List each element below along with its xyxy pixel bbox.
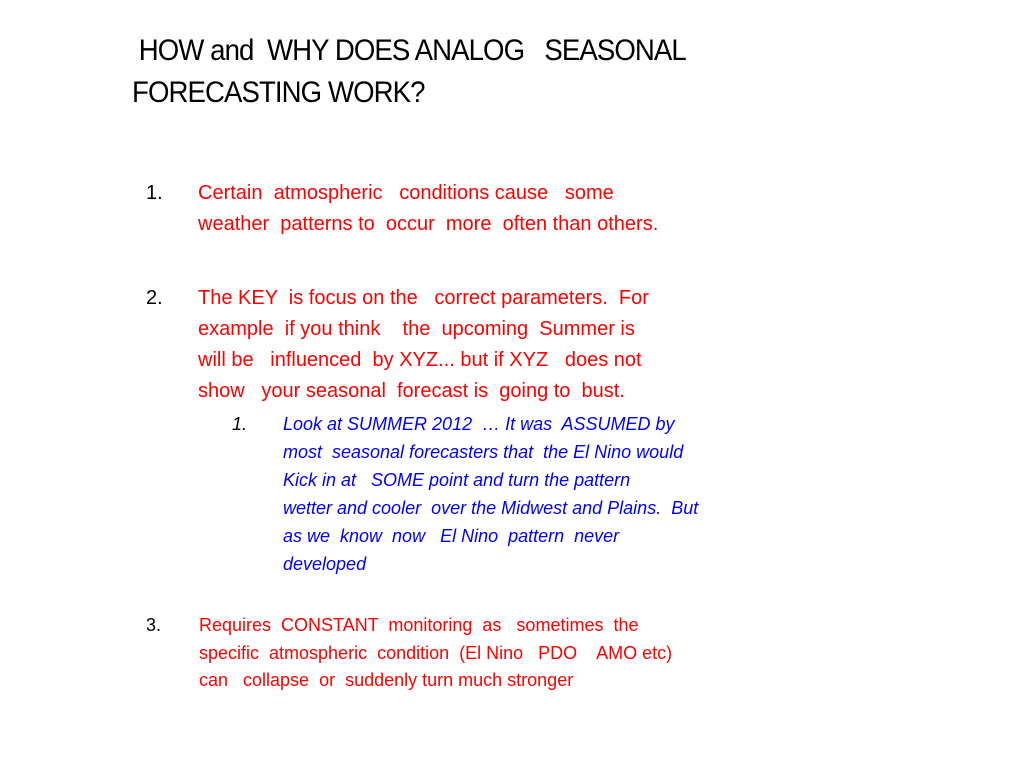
list-number: 1. — [146, 182, 163, 204]
text-line: specific atmospheric condition (El Nino PDO AMO etc) — [199, 642, 673, 663]
list-item-1 — [146, 178, 658, 240]
text-line: example if you think the upcoming Summer is — [198, 318, 635, 340]
text-line: developed — [283, 554, 367, 574]
list-item-text — [198, 283, 649, 407]
text-line: Requires CONSTANT monitoring as sometimes the — [199, 615, 639, 635]
sub-list-item-text — [283, 410, 698, 578]
title-line-2: FORECASTING WORK? — [132, 76, 425, 109]
text-line: weather patterns to occur more often than others. — [198, 213, 659, 235]
list-item-text — [198, 178, 658, 240]
text-line: will be influenced by XYZ... but if XYZ does not — [198, 349, 642, 371]
list-item-3 — [146, 612, 672, 695]
list-item-2 — [146, 283, 649, 407]
list-item-text — [199, 612, 672, 695]
sub-list-number: 1. — [232, 414, 248, 434]
title-line-1: HOW and WHY DOES ANALOG SEASONAL — [132, 34, 686, 67]
text-line: show your seasonal forecast is going to bust. — [198, 380, 625, 402]
text-line: Look at SUMMER 2012 … It was ASSUMED by — [283, 414, 675, 434]
text-line: The KEY is focus on the correct parameters. For — [198, 287, 649, 309]
text-line: as we know now El Nino pattern never — [283, 526, 620, 546]
text-line: wetter and cooler over the Midwest and Plains. But — [283, 498, 699, 518]
text-line: Certain atmospheric conditions cause some — [198, 182, 614, 204]
text-line: most seasonal forecasters that the El Nino would — [283, 442, 684, 462]
list-number: 2. — [146, 287, 163, 309]
slide-title — [132, 30, 831, 114]
text-line: Kick in at SOME point and turn the pattern — [283, 470, 631, 490]
list-number: 3. — [146, 615, 162, 635]
sub-list-item-1 — [232, 410, 698, 578]
text-line: can collapse or suddenly turn much stronger — [199, 670, 574, 690]
